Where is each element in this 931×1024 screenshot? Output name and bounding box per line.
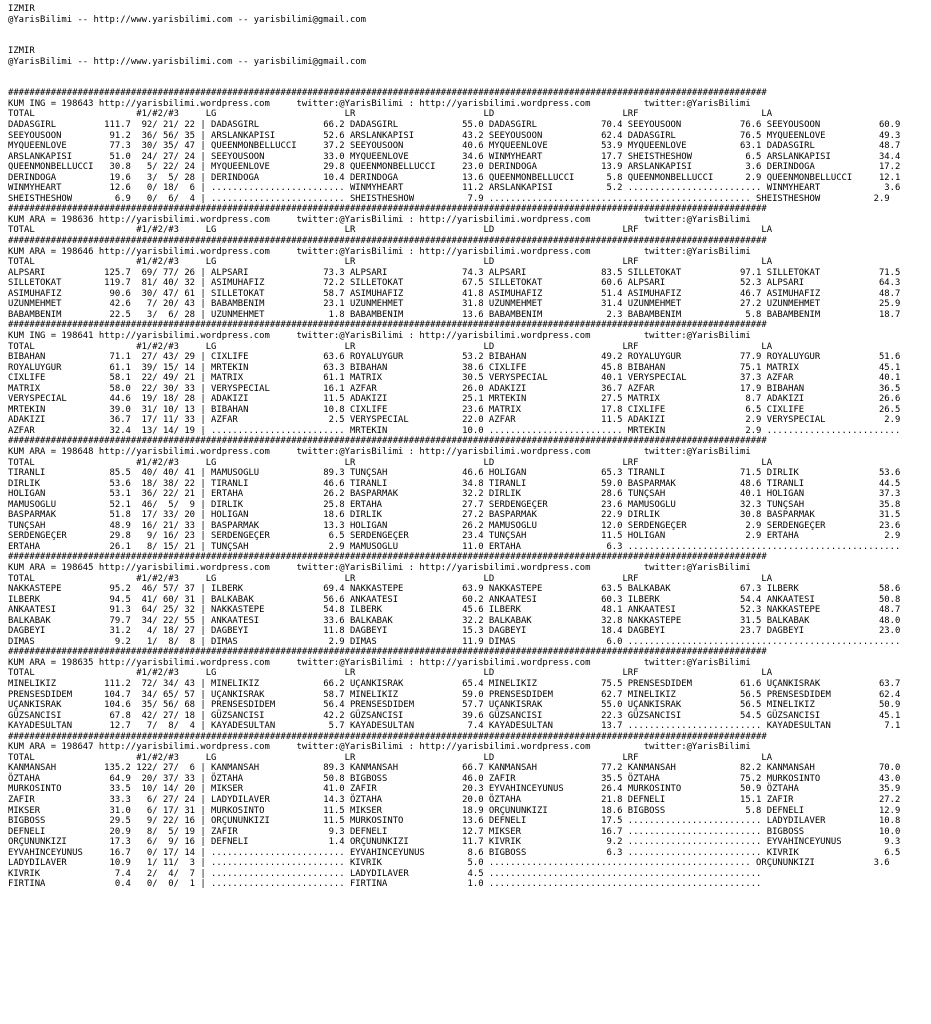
separator-line: ##############################################################################################################################################	[8, 204, 767, 215]
column-header: TOTAL #1/#2/#3 LG LR LD LRF LA	[8, 573, 773, 584]
result-row: DEFNELI 20.9 8/ 5/ 19 | ZAFIR 9.3 DEFNELI 12.7 MIKSER 16.7 ......................... BIGBOSS 10.0	[8, 826, 901, 837]
result-row: LADYDILAVER 10.9 1/ 11/ 3 | ......................... KIVRIK 5.0 ................................................. ORÇUNUNKIZI 3.6	[8, 858, 890, 869]
result-row: DADASGIRL 111.7 92/ 21/ 22 | DADASGIRL 66.2 DADASGIRL 55.0 DADASGIRL 70.4 SEEYOUSOON 76.6 SEEYOUSOON 60.9	[8, 120, 901, 131]
separator-line: ##############################################################################################################################################	[8, 731, 767, 742]
result-row: BABAMBENIM 22.5 3/ 6/ 28 | UZUNMEHMET 1.8 BABAMBENIM 13.6 BABAMBENIM 2.3 BABAMBENIM 5.8 BABAMBENIM 18.7	[8, 309, 901, 320]
separator-line: ##############################################################################################################################################	[8, 236, 767, 247]
race-report-document	[8, 4, 900, 890]
result-row: MURKOSINTO 33.5 10/ 14/ 20 | MIKSER 41.0 ZAFIR 20.3 EYVAHINCEYUNUS 26.4 MURKOSINTO 50.9 ÖZTAHA 35.9	[8, 784, 901, 795]
column-header: TOTAL #1/#2/#3 LG LR LD LRF LA	[8, 109, 773, 120]
result-row: VERYSPECIAL 44.6 19/ 18/ 28 | ADAKIZI 11.5 ADAKIZI 25.1 MRTEKIN 27.5 MATRIX 8.7 ADAKIZI 26.6	[8, 394, 901, 405]
result-row: QUEENMONBELLUCCI 30.8 5/ 22/ 24 | MYQUEENLOVE 29.8 QUEENMONBELLUCCI 23.0 DERINDOGA 13.9 ARSLANKAPISI 3.6 DERINDOGA 17.2	[8, 162, 901, 173]
result-row: TIRANLI 85.5 40/ 40/ 41 | MAMUSOGLU 89.3 TUNÇSAH 46.6 HOLIGAN 65.3 TIRANLI 71.5 DIRLIK 53.6	[8, 468, 901, 479]
result-row: BIGBOSS 29.5 9/ 22/ 16 | ORÇUNUNKIZI 11.5 MURKOSINTO 13.6 DEFNELI 17.5 ......................... LADYDILAVER 10.8	[8, 816, 901, 827]
result-row: SERDENGEÇER 29.8 9/ 16/ 23 | SERDENGEÇER 6.5 SERDENGEÇER 23.4 TUNÇSAH 11.5 HOLIGAN 2.9 ERTAHA 2.9	[8, 531, 901, 542]
header-credit: @YarisBilimi -- http://www.yarisbilimi.com -- yarisbilimi@gmail.com	[8, 56, 366, 67]
column-header: TOTAL #1/#2/#3 LG LR LD LRF LA	[8, 225, 773, 236]
result-row: MRTEKIN 39.0 31/ 10/ 13 | BIBAHAN 10.8 CIXLIFE 23.6 MATRIX 17.8 CIXLIFE 6.5 CIXLIFE 26.5	[8, 404, 901, 415]
column-header: TOTAL #1/#2/#3 LG LR LD LRF LA	[8, 457, 773, 468]
result-row: ERTAHA 26.1 8/ 15/ 21 | TUNÇSAH 2.9 MAMUSOGLU 11.0 ERTAHA 6.3 ...................................................	[8, 541, 901, 552]
result-row: WINMYHEART 12.6 0/ 18/ 6 | ......................... WINMYHEART 11.2 ARSLANKAPISI 5.2 ......................... WINMYHEART 3.6	[8, 183, 901, 194]
header-credit: @YarisBilimi -- http://www.yarisbilimi.com -- yarisbilimi@gmail.com	[8, 14, 366, 25]
race-header: KUM ARA = 198647 http://yarisbilimi.wordpress.com twitter:@YarisBilimi : http://yarisbilimi.wordpress.com twitter:@YarisBilimi	[8, 742, 751, 753]
result-row: ALPSARI 125.7 69/ 77/ 26 | ALPSARI 73.3 ALPSARI 74.3 ALPSARI 83.5 SILLETOKAT 97.1 SILLETOKAT 71.5	[8, 267, 901, 278]
race-header: KUM ARA = 198646 http://yarisbilimi.wordpress.com twitter:@YarisBilimi : http://yarisbilimi.wordpress.com twitter:@YarisBilimi	[8, 246, 751, 257]
result-row: HOLIGAN 53.1 36/ 22/ 21 | ERTAHA 26.2 BASPARMAK 32.2 DIRLIK 28.6 TUNÇSAH 40.1 HOLIGAN 37.3	[8, 489, 901, 500]
separator-line: ##############################################################################################################################################	[8, 647, 767, 658]
result-row: MIKSER 31.0 6/ 17/ 31 | MURKOSINTO 11.5 MIKSER 18.9 ORÇUNUNKIZI 18.6 BIGBOSS 5.8 DEFNELI 12.9	[8, 805, 901, 816]
result-row: ORÇUNUNKIZI 17.3 6/ 9/ 16 | DEFNELI 1.4 ORÇUNUNKIZI 11.7 KIVRIK 9.2 ......................... EYVAHINCEYUNUS 9.3	[8, 837, 901, 848]
result-row: TUNÇSAH 48.9 16/ 21/ 33 | BASPARMAK 13.3 HOLIGAN 26.2 MAMUSOGLU 12.0 SERDENGEÇER 2.9 SERDENGEÇER 23.6	[8, 520, 901, 531]
result-row: MAMUSOGLU 52.1 46/ 5/ 9 | DIRLIK 25.8 ERTAHA 27.7 SERDENGEÇER 23.6 MAMUSOGLU 32.3 TUNÇSAH 35.8	[8, 499, 901, 510]
result-row: MINELIKIZ 111.2 72/ 34/ 43 | MINELIKIZ 66.2 UÇANKISRAK 65.4 MINELIKIZ 75.5 PRENSESDIDEM 61.6 UÇANKISRAK 63.7	[8, 679, 901, 689]
race-header: KUM ARA = 198645 http://yarisbilimi.wordpress.com twitter:@YarisBilimi : http://yarisbilimi.wordpress.com twitter:@YarisBilimi	[8, 562, 751, 573]
column-header: TOTAL #1/#2/#3 LG LR LD LRF LA	[8, 341, 773, 352]
result-row: ÖZTAHA 64.9 20/ 37/ 33 | ÖZTAHA 50.8 BIGBOSS 46.0 ZAFIR 35.5 ÖZTAHA 75.2 MURKOSINTO 43.0	[8, 773, 901, 784]
result-row: MATRIX 58.0 22/ 30/ 33 | VERYSPECIAL 16.1 AZFAR 26.0 ADAKIZI 36.7 AZFAR 17.9 BIBAHAN 36.5	[8, 383, 901, 394]
result-row: ADAKIZI 36.7 17/ 11/ 33 | AZFAR 2.5 VERYSPECIAL 22.0 AZFAR 11.5 ADAKIZI 2.9 VERYSPECIAL 2.9	[8, 415, 901, 426]
result-row: PRENSESDIDEM 104.7 34/ 65/ 57 | UÇANKISRAK 58.7 MINELIKIZ 59.0 PRENSESDIDEM 62.7 MINELIKIZ 56.5 PRENSESDIDEM 62.4	[8, 689, 901, 700]
result-row: DIRLIK 53.6 18/ 38/ 22 | TIRANLI 46.6 TIRANLI 34.8 TIRANLI 59.0 BASPARMAK 48.6 TIRANLI 44.5	[8, 478, 901, 489]
result-row: KANMANSAH 135.2 122/ 27/ 6 | KANMANSAH 89.3 KANMANSAH 66.7 KANMANSAH 77.2 KANMANSAH 82.2 KANMANSAH 70.0	[8, 763, 901, 774]
result-row: AZFAR 32.4 13/ 14/ 19 | ......................... MRTEKIN 10.0 ......................... MRTEKIN 2.9 .........................	[8, 425, 901, 436]
separator-line: ##############################################################################################################################################	[8, 88, 767, 99]
blank-line	[8, 25, 900, 36]
result-row: SEEYOUSOON 91.2 36/ 56/ 35 | ARSLANKAPISI 52.6 ARSLANKAPISI 43.2 SEEYOUSOON 62.4 DADASGIRL 76.5 MYQUEENLOVE 49.3	[8, 130, 901, 141]
result-row: CIXLIFE 58.1 22/ 49/ 21 | MATRIX 61.1 MATRIX 30.5 VERYSPECIAL 40.1 VERYSPECIAL 37.3 AZFAR 40.1	[8, 373, 901, 384]
result-row: ZAFIR 33.3 6/ 27/ 24 | LADYDILAVER 14.3 ÖZTAHA 20.0 ÖZTAHA 21.8 DEFNELI 15.1 ZAFIR 27.2	[8, 795, 901, 806]
column-header: TOTAL #1/#2/#3 LG LR LD LRF LA	[8, 257, 773, 268]
result-row: EYVAHINCEYUNUS 16.7 0/ 17/ 14 | ......................... EYVAHINCEYUNUS 8.6 BIGBOSS 6.3 ......................... KIVRIK 6.5	[8, 847, 901, 858]
separator-line: ##############################################################################################################################################	[8, 436, 767, 447]
result-row: ARSLANKAPISI 51.0 24/ 27/ 24 | SEEYOUSOON 33.0 MYQUEENLOVE 34.6 WINMYHEART 17.7 SHEISTHESHOW 6.5 ARSLANKAPISI 34.4	[8, 151, 901, 162]
result-row: BASPARMAK 51.8 17/ 33/ 20 | HOLIGAN 18.6 DIRLIK 27.2 BASPARMAK 22.9 DIRLIK 30.8 BASPARMAK 31.5	[8, 510, 901, 521]
result-row: NAKKASTEPE 95.2 46/ 57/ 37 | ILBERK 69.4 NAKKASTEPE 63.9 NAKKASTEPE 63.5 BALKABAK 67.3 ILBERK 58.6	[8, 584, 901, 595]
result-row: KAYADESULTAN 12.7 7/ 8/ 4 | KAYADESULTAN 5.7 KAYADESULTAN 7.4 KAYADESULTAN 13.7 ......................... KAYADESULTAN 7.1	[8, 721, 901, 732]
result-row: BIBAHAN 71.1 27/ 43/ 29 | CIXLIFE 63.6 ROYALUYGUR 53.2 BIBAHAN 49.2 ROYALUYGUR 77.9 ROYALUYGUR 51.6	[8, 352, 901, 363]
blank-line	[8, 36, 900, 47]
race-header: KUM ARA = 198635 http://yarisbilimi.wordpress.com twitter:@YarisBilimi : http://yarisbilimi.wordpress.com twitter:@YarisBilimi	[8, 657, 751, 668]
result-row: ANKAATESI 91.3 64/ 25/ 32 | NAKKASTEPE 54.8 ILBERK 45.6 ILBERK 48.1 ANKAATESI 52.3 NAKKASTEPE 48.7	[8, 605, 901, 616]
header-title: IZMIR	[8, 46, 35, 57]
header-title: IZMIR	[8, 4, 35, 14]
race-header: KUM ING = 198643 http://yarisbilimi.wordpress.com twitter:@YarisBilimi : http://yarisbilimi.wordpress.com twitter:@YarisBilimi	[8, 98, 751, 109]
result-row: ILBERK 94.5 41/ 60/ 31 | BALKABAK 56.6 ANKAATESI 60.2 ANKAATESI 60.3 ILBERK 54.4 ANKAATESI 50.8	[8, 594, 901, 605]
result-row: ASIMUHAFIZ 90.6 30/ 47/ 61 | SILLETOKAT 58.7 ASIMUHAFIZ 41.8 ASIMUHAFIZ 51.4 ASIMUHAFIZ 46.7 ASIMUHAFIZ 48.7	[8, 288, 901, 299]
result-row: UÇANKISRAK 104.6 35/ 56/ 68 | PRENSESDIDEM 56.4 PRENSESDIDEM 57.7 UÇANKISRAK 55.0 UÇANKISRAK 56.5 MINELIKIZ 50.9	[8, 700, 901, 711]
race-header: KUM ING = 198641 http://yarisbilimi.wordpress.com twitter:@YarisBilimi : http://yarisbilimi.wordpress.com twitter:@YarisBilimi	[8, 330, 751, 341]
result-row: UZUNMEHMET 42.6 7/ 20/ 43 | BABAMBENIM 23.1 UZUNMEHMET 31.8 UZUNMEHMET 31.4 UZUNMEHMET 27.2 UZUNMEHMET 25.9	[8, 299, 901, 310]
column-header: TOTAL #1/#2/#3 LG LR LD LRF LA	[8, 752, 773, 763]
result-row: MYQUEENLOVE 77.3 30/ 35/ 47 | QUEENMONBELLUCCI 37.2 SEEYOUSOON 40.6 MYQUEENLOVE 53.9 MYQUEENLOVE 63.1 DADASGIRL 48.7	[8, 141, 901, 152]
result-row: FIRTINA 0.4 0/ 0/ 1 | ......................... FIRTINA 1.0 ...................................................	[8, 879, 762, 890]
separator-line: ##############################################################################################################################################	[8, 320, 767, 331]
result-row: GÜZSANCISI 67.8 42/ 27/ 18 | GÜZSANCISI 42.2 GÜZSANCISI 39.6 GÜZSANCISI 22.3 GÜZSANCISI 54.5 GÜZSANCISI 45.1	[8, 710, 901, 721]
result-row: DERINDOGA 19.6 3/ 5/ 28 | DERINDOGA 10.4 DERINDOGA 13.6 QUEENMONBELLUCCI 5.8 QUEENMONBELLUCCI 2.9 QUEENMONBELLUCCI 12.1	[8, 172, 901, 183]
column-header: TOTAL #1/#2/#3 LG LR LD LRF LA	[8, 668, 773, 679]
blank-line	[8, 67, 900, 78]
result-row: BALKABAK 79.7 34/ 22/ 55 | ANKAATESI 33.6 BALKABAK 32.2 BALKABAK 32.8 NAKKASTEPE 31.5 BALKABAK 48.0	[8, 615, 901, 626]
result-row: SHEISTHESHOW 6.9 0/ 6/ 4 | ......................... SHEISTHESHOW 7.9 ................................................. SHEISTHESHOW 2.9	[8, 193, 890, 204]
result-row: ROYALUYGUR 61.1 39/ 15/ 14 | MRTEKIN 63.3 BIBAHAN 38.6 CIXLIFE 45.8 BIBAHAN 75.1 MATRIX 45.1	[8, 362, 901, 373]
separator-line: ##############################################################################################################################################	[8, 552, 767, 563]
result-row: DIMAS 9.2 1/ 8/ 8 | DIMAS 2.9 DIMAS 11.9 DIMAS 6.0 ...................................................	[8, 636, 901, 647]
blank-line	[8, 78, 900, 89]
race-header: KUM ARA = 198636 http://yarisbilimi.wordpress.com twitter:@YarisBilimi : http://yarisbilimi.wordpress.com twitter:@YarisBilimi	[8, 214, 751, 225]
result-row: KIVRIK 7.4 2/ 4/ 7 | ......................... LADYDILAVER 4.5 ...................................................	[8, 868, 762, 879]
result-row: SILLETOKAT 119.7 81/ 40/ 32 | ASIMUHAFIZ 72.2 SILLETOKAT 67.5 SILLETOKAT 60.6 ALPSARI 52.3 ALPSARI 64.3	[8, 278, 901, 289]
result-row: DAGBEYI 31.2 4/ 18/ 27 | DAGBEYI 11.8 DAGBEYI 15.3 DAGBEYI 18.4 DAGBEYI 23.7 DAGBEYI 23.0	[8, 626, 901, 637]
race-header: KUM ARA = 198648 http://yarisbilimi.wordpress.com twitter:@YarisBilimi : http://yarisbilimi.wordpress.com twitter:@YarisBilimi	[8, 446, 751, 457]
